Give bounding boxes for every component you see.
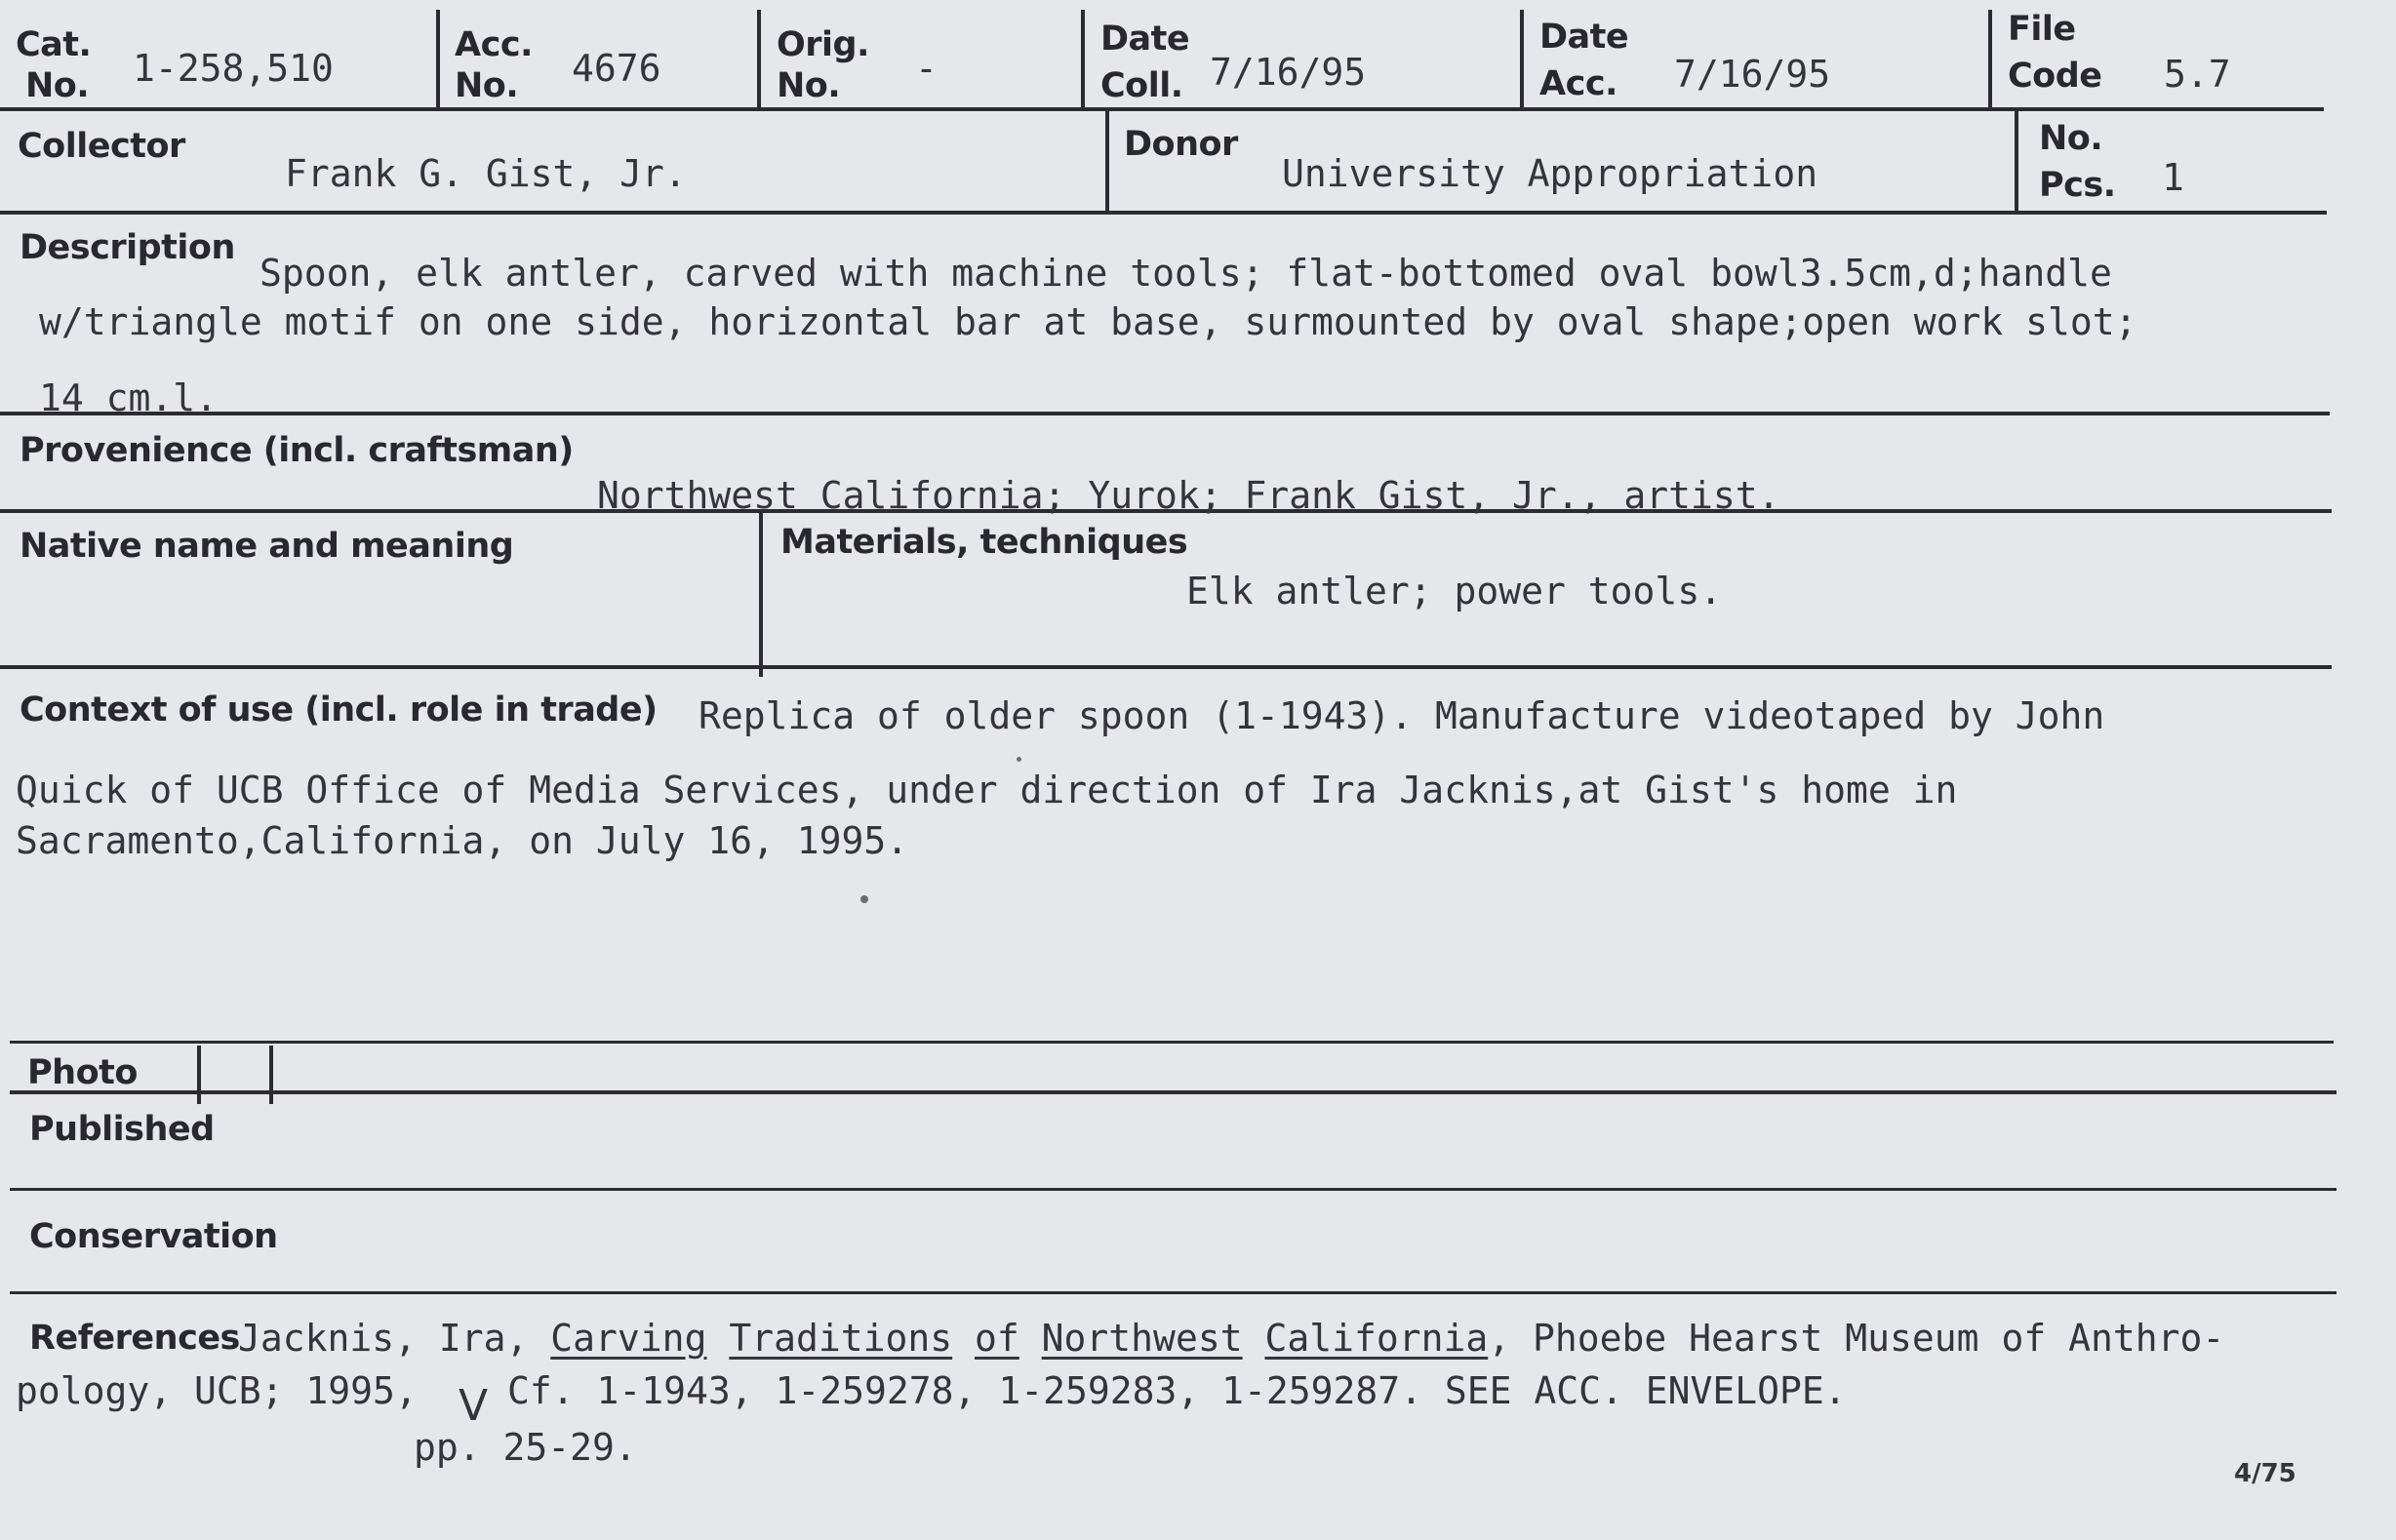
context-line-3: Sacramento,California, on July 16, 1995. [16, 819, 909, 862]
orig-no-value: - [915, 47, 938, 90]
date-acc-label-top: Date [1539, 18, 1629, 57]
description-line-2: w/triangle motif on one side, horizontal bar at base, surmounted by oval shape;open work slot; [39, 300, 2137, 343]
acc-no-value: 4676 [572, 47, 661, 90]
references-line-1-rest: , Phoebe Hearst Museum of Anthro- [1488, 1317, 2225, 1360]
references-title-word-1: Carving [550, 1317, 707, 1360]
references-line-1 [238, 1317, 2224, 1360]
references-author: Jacknis, Ira, [238, 1317, 551, 1360]
divider-dateacc-file [1988, 10, 1992, 109]
orig-no-label-bottom: No. [777, 66, 841, 105]
file-code-label-top: File [2008, 10, 2076, 49]
acc-no-label-top: Acc. [455, 25, 533, 64]
collector-label: Collector [18, 127, 185, 166]
materials-label: Materials, techniques [780, 523, 1188, 562]
cat-no-value: 1-258,510 [133, 47, 334, 90]
donor-value: University Appropriation [1282, 152, 1818, 195]
references-title-word-4: Northwest [1041, 1317, 1243, 1360]
references-line-2-rest: Cf. 1-1943, 1-259278, 1-259283, 1-259287. SEE ACC. ENVELOPE. [507, 1369, 1847, 1412]
rule-collector-row [0, 211, 2327, 215]
date-coll-label-top: Date [1100, 20, 1190, 59]
divider-cat-acc [436, 10, 440, 109]
divider-datecoll-dateacc [1520, 10, 1524, 109]
pcs-label-top: No. [2039, 119, 2103, 158]
rule-published [10, 1188, 2336, 1191]
native-name-label: Native name and meaning [20, 527, 514, 566]
rule-top-row [0, 107, 2324, 111]
photo-box-left [197, 1046, 201, 1104]
collector-value: Frank G. Gist, Jr. [285, 152, 687, 195]
donor-label: Donor [1124, 125, 1238, 164]
materials-value: Elk antler; power tools. [1186, 570, 1723, 612]
context-label: Context of use (incl. role in trade) [20, 691, 658, 730]
rule-native-materials [0, 665, 2332, 669]
divider-donor-pcs [2015, 109, 2018, 213]
photo-label: Photo [27, 1053, 138, 1092]
scan-speck [1017, 757, 1021, 762]
pcs-value: 1 [2162, 156, 2184, 199]
cat-no-label-bottom: No. [25, 66, 90, 105]
references-label: References [29, 1319, 240, 1358]
conservation-label: Conservation [29, 1217, 278, 1256]
context-line-1: Replica of older spoon (1-1943). Manufacture videotaped by John [699, 694, 2105, 737]
description-line-1: Spoon, elk antler, carved with machine tools; flat-bottomed oval bowl3.5cm,d;handle [260, 252, 2112, 295]
date-acc-label-bottom: Acc. [1539, 64, 1617, 103]
references-title-word-3: of [975, 1317, 1019, 1360]
rule-description [0, 412, 2330, 415]
file-code-value: 5.7 [2164, 53, 2231, 96]
description-label: Description [20, 228, 235, 267]
file-code-label-bottom: Code [2008, 57, 2102, 96]
pcs-label-bottom: Pcs. [2039, 166, 2116, 205]
photo-box-right [269, 1046, 273, 1104]
divider-native-materials [759, 511, 763, 677]
cat-no-label-top: Cat. [16, 25, 92, 64]
published-label: Published [29, 1110, 215, 1149]
form-number: 4/75 [2234, 1459, 2296, 1488]
acc-no-label-bottom: No. [455, 66, 519, 105]
rule-context [10, 1041, 2334, 1044]
date-coll-label-bottom: Coll. [1100, 66, 1183, 105]
divider-acc-orig [757, 10, 761, 109]
references-line-3: pp. 25-29. [414, 1426, 637, 1469]
references-title-word-5: California [1264, 1317, 1489, 1360]
orig-no-label-top: Orig. [777, 25, 869, 64]
rule-photo [10, 1090, 2336, 1094]
provenience-value: Northwest California; Yurok; Frank Gist, Jr., artist. [597, 474, 1780, 517]
description-line-3: 14 cm.l. [39, 376, 219, 419]
references-title-word-2: Traditions [729, 1317, 953, 1360]
divider-orig-datecoll [1081, 10, 1085, 109]
provenience-label: Provenience (incl. craftsman) [20, 431, 574, 470]
rule-conservation [10, 1291, 2336, 1294]
date-coll-value: 7/16/95 [1210, 51, 1367, 94]
references-check-mark: V [459, 1381, 489, 1431]
references-line-2: pology, UCB; 1995, [16, 1369, 418, 1412]
context-line-2: Quick of UCB Office of Media Services, under direction of Ira Jacknis,at Gist's home in [16, 769, 1958, 811]
scan-speck [860, 895, 868, 903]
date-acc-value: 7/16/95 [1674, 53, 1831, 96]
divider-collector-donor [1105, 109, 1109, 213]
